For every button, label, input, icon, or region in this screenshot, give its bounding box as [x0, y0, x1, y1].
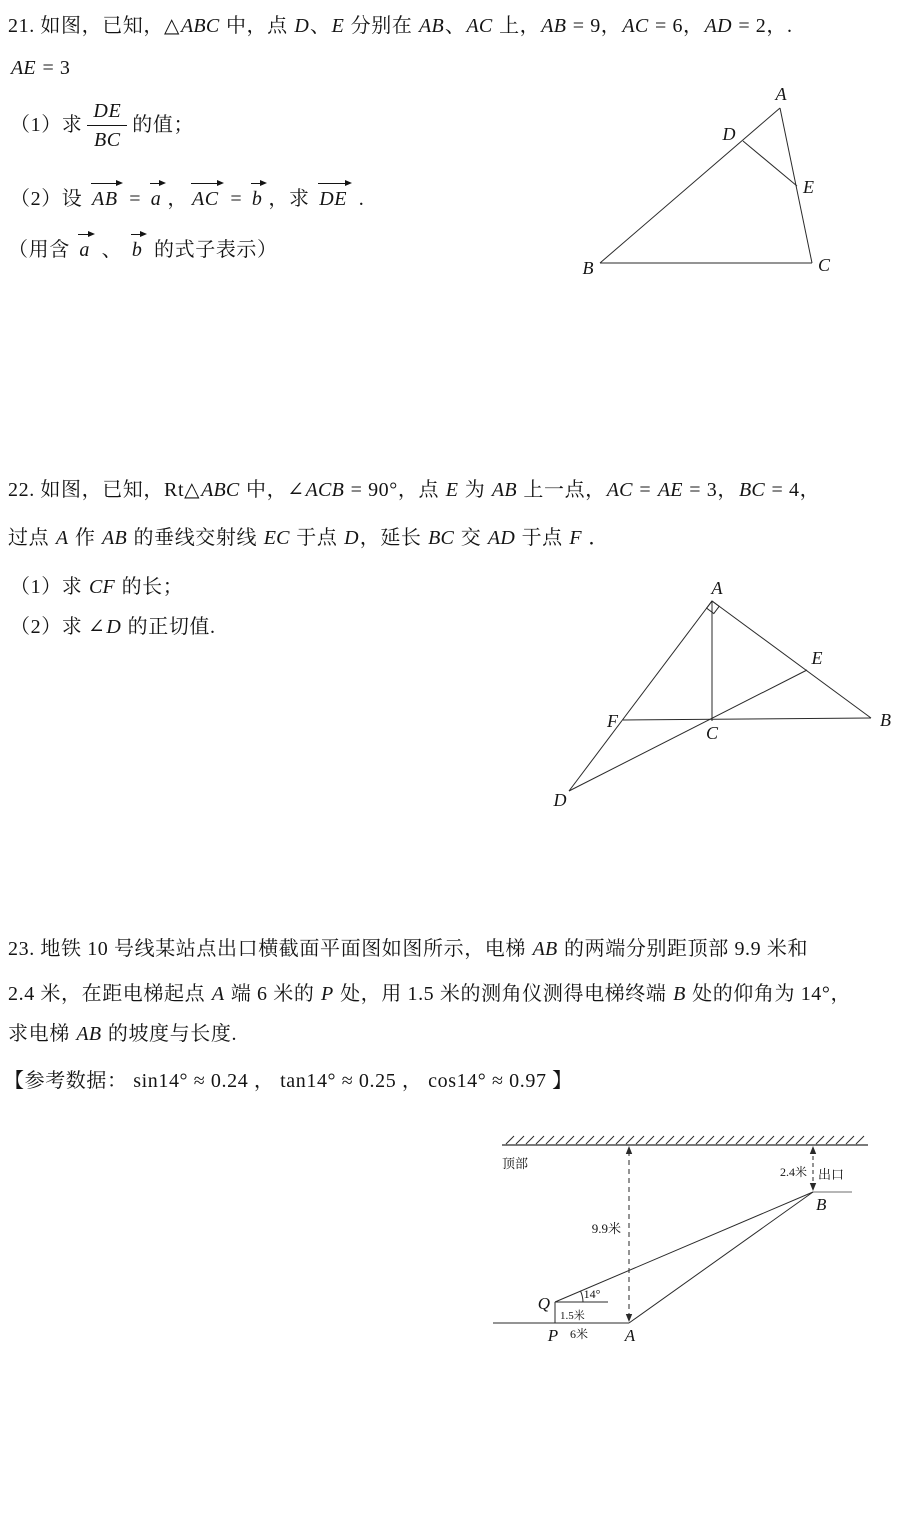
text-run: （1）求	[10, 576, 88, 598]
text-run: 、	[444, 15, 466, 37]
text-run: D	[106, 616, 122, 638]
text-run: ．	[582, 527, 610, 549]
text-run: B	[673, 983, 686, 1005]
fraction: $\frac{DE}{BC}$	[87, 99, 127, 152]
q23-figure	[480, 1120, 906, 1355]
q21-part1	[10, 94, 194, 156]
text-run: 处，用 1.5 米的测角仪测得电梯终端	[334, 983, 673, 1005]
q23-reference-data	[4, 1068, 573, 1094]
vector: DE	[317, 180, 351, 212]
text-run: ACB	[305, 479, 344, 501]
q22-part1	[10, 574, 183, 600]
text-run: ，	[167, 188, 188, 210]
label-F: F	[607, 711, 618, 731]
text-run: 21. 如图，已知，△	[8, 15, 180, 37]
segment-DE	[743, 141, 797, 186]
text-run: 交	[455, 527, 487, 549]
label-dingbu: 顶部	[502, 1156, 529, 1171]
label-Q: Q	[537, 1294, 550, 1313]
text-run: 的垂线交射线	[127, 527, 263, 549]
q21-statement-line2	[10, 55, 71, 81]
text-run: = 4，	[765, 479, 821, 501]
text-run: =	[633, 479, 657, 501]
label-9-9m: 9.9米	[591, 1221, 621, 1236]
label-D: D	[553, 790, 567, 810]
text-run: AC	[622, 15, 649, 37]
label-E: E	[811, 648, 823, 668]
label-A: A	[624, 1326, 636, 1345]
text-run: = 90°，点	[345, 479, 445, 501]
text-run: = 3	[36, 57, 71, 79]
text-run: 23. 地铁 10 号线某站点出口横截面平面图如图所示，电梯	[8, 938, 532, 960]
text-run: 的坡度与长度.	[102, 1023, 238, 1045]
text-run: = 3，	[683, 479, 738, 501]
text-run: AB	[76, 1023, 102, 1045]
q22-figure	[520, 580, 906, 815]
text-run: 求电梯	[8, 1023, 76, 1045]
text-run: =	[224, 188, 248, 210]
q22-part2	[10, 614, 216, 640]
text-run: AB	[491, 479, 517, 501]
text-run: = 6，	[649, 15, 704, 37]
text-run: AE	[657, 479, 683, 501]
text-run: 于点	[515, 527, 569, 549]
text-run: AD	[487, 527, 515, 549]
text-run: AB	[419, 15, 444, 37]
label-B: B	[582, 258, 594, 278]
text-run: 的长；	[115, 576, 184, 598]
side-BA	[600, 108, 780, 263]
label-B: B	[880, 710, 891, 730]
text-run: 的正切值.	[122, 616, 216, 638]
q21-note	[8, 231, 278, 263]
label-2-4m: 2.4米	[779, 1165, 807, 1179]
text-run: AB	[541, 15, 567, 37]
text-run: = 2，.	[732, 15, 793, 37]
text-run: 处的仰角为 14°，	[686, 983, 852, 1005]
q21-figure	[560, 80, 906, 295]
arrowhead-down-icon	[810, 1183, 816, 1191]
text-run: .	[353, 188, 365, 210]
text-run: 、	[310, 15, 331, 37]
text-run: D	[344, 527, 359, 549]
text-run: 22. 如图，已知，Rt△	[8, 479, 201, 501]
text-run: 的两端分别距顶部 9.9 米和	[558, 938, 809, 960]
ceiling-hatching	[506, 1136, 864, 1144]
text-run: 的值；	[132, 114, 195, 136]
text-run: ，延长	[359, 527, 428, 549]
text-run: 、	[96, 239, 128, 261]
text-run: （2）设	[10, 188, 88, 210]
line-DA	[569, 601, 712, 791]
q21-part2	[10, 180, 364, 212]
arrowhead-up-icon	[810, 1146, 816, 1154]
text-run: 2.4 米，在距电梯起点	[8, 983, 211, 1005]
text-run: D	[294, 15, 310, 37]
label-6m: 6米	[569, 1327, 589, 1341]
escalator-AB	[629, 1192, 813, 1323]
text-run: 中，∠	[240, 479, 305, 501]
text-run: AC	[606, 479, 633, 501]
text-run: 为	[459, 479, 491, 501]
text-run: 【参考数据： sin14° ≈ 0.24 ， tan14° ≈ 0.25 ， cos14° ≈ 0.97 】	[4, 1070, 573, 1092]
q22-statement-line1	[8, 477, 820, 503]
label-A: A	[775, 84, 787, 104]
text-run: E	[331, 15, 345, 37]
text-run: = 9，	[567, 15, 622, 37]
label-E: E	[803, 177, 814, 197]
text-run: A	[211, 983, 225, 1005]
text-run: AC	[466, 15, 493, 37]
text-run: =	[123, 188, 147, 210]
text-run: ，求	[268, 188, 316, 210]
line-DE	[569, 670, 807, 791]
vector: a	[149, 180, 166, 212]
label-P: P	[547, 1326, 559, 1345]
q23-statement-line1	[8, 936, 808, 962]
vector: b	[250, 180, 267, 212]
text-run: 的式子表示）	[148, 239, 278, 261]
label-1-5m: 1.5米	[560, 1310, 585, 1322]
vector: AB	[90, 180, 122, 212]
text-run: P	[321, 983, 334, 1005]
text-run: ABC	[201, 479, 240, 501]
text-run: （用含	[8, 239, 76, 261]
text-run: 中，点	[220, 15, 294, 37]
vector: b	[130, 231, 147, 263]
text-run: F	[569, 527, 582, 549]
text-run: BC	[428, 527, 455, 549]
arrowhead-up-icon	[626, 1146, 632, 1154]
text-run: BC	[738, 479, 765, 501]
right-angle-mark	[707, 601, 720, 614]
text-run: 分别在	[345, 15, 419, 37]
text-run: CF	[89, 576, 115, 598]
text-run: 上一点，	[517, 479, 606, 501]
text-run: E	[445, 479, 459, 501]
side-AB	[712, 601, 871, 718]
label-D: D	[722, 124, 736, 144]
text-run: 作	[69, 527, 102, 549]
label-C: C	[705, 723, 719, 743]
label-A: A	[711, 578, 723, 598]
label-B: B	[816, 1195, 827, 1214]
text-run: 端 6 米的	[225, 983, 321, 1005]
sight-line-QB	[555, 1192, 813, 1302]
text-run: AB	[532, 938, 558, 960]
text-run: AB	[102, 527, 127, 549]
vector: a	[77, 231, 94, 263]
text-run: AD	[704, 15, 732, 37]
q21-statement-line1	[8, 13, 793, 39]
line-FB	[623, 718, 871, 720]
q23-statement-line3	[8, 1021, 237, 1047]
text-run: 于点	[290, 527, 344, 549]
text-run: 过点	[8, 527, 55, 549]
q22-statement-line2	[8, 525, 609, 551]
text-run: 上，	[493, 15, 541, 37]
label-C: C	[818, 255, 831, 275]
text-run: A	[55, 527, 69, 549]
vector: AC	[190, 180, 223, 212]
label-chukou: 出口	[818, 1167, 845, 1182]
q23-statement-line2	[8, 981, 851, 1007]
text-run: ABC	[180, 15, 220, 37]
label-14deg: 14°	[583, 1287, 601, 1301]
text-run: EC	[263, 527, 290, 549]
text-run: （1）求	[10, 114, 83, 136]
text-run: （2）求 ∠	[10, 616, 106, 638]
text-run: AE	[11, 57, 36, 79]
